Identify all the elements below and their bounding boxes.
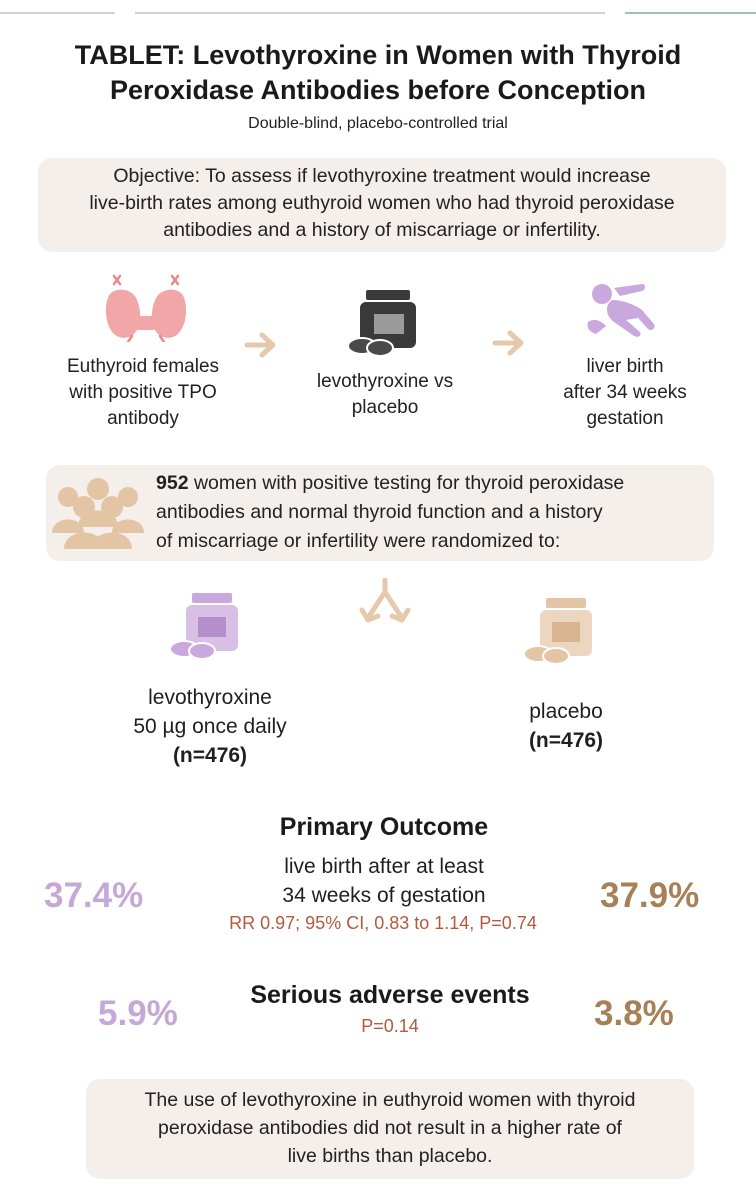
objective-box: [38, 158, 726, 252]
placebo-arm-name: placebo: [529, 700, 603, 723]
levothyroxine-arm-n: (n=476): [172, 744, 248, 767]
flow-outcome-line-2: after 34 weeks: [563, 382, 687, 403]
people-group-icon: [50, 475, 146, 555]
flow-population-line-2: with positive TPO: [69, 382, 217, 403]
primary-outcome-stats: RR 0.97; 95% CI, 0.83 to 1.14, P=0.74: [229, 913, 537, 933]
flow-population-line-1: Euthyroid females: [66, 356, 220, 377]
flow-population-label: [48, 354, 238, 432]
page-title: [0, 38, 756, 108]
objective-line-1: Objective: To assess if levothyroxine treatment would increase: [113, 165, 651, 187]
baby-icon: [584, 280, 658, 338]
levothyroxine-arm-name: levothyroxine: [148, 686, 272, 709]
top-divider: [0, 0, 756, 16]
randomization-line-1: [156, 469, 716, 498]
adverse-events-stats: P=0.14: [361, 1016, 419, 1036]
placebo-arm-label: [486, 697, 646, 755]
placebo-bottle-icon: [522, 596, 598, 666]
pill-bottle-icon: [344, 288, 420, 358]
top-divider-right: [625, 0, 756, 14]
levothyroxine-arm-label: [100, 683, 320, 770]
primary-outcome-heading: Primary Outcome: [279, 813, 489, 841]
primary-outcome-line-1: live birth after at least: [284, 855, 484, 878]
randomization-line-1-rest: women with positive testing for thyroid peroxidase: [188, 472, 625, 494]
flow-outcome-line-1: liver birth: [586, 356, 664, 377]
objective-line-3: antibodies and a history of miscarriage or infertility.: [163, 219, 601, 241]
flow-intervention-line-1: levothyroxine vs: [316, 371, 454, 392]
conclusion-box: [86, 1079, 694, 1179]
top-divider-left: [0, 0, 115, 14]
randomization-box: [46, 465, 714, 561]
flow-intervention-line-2: placebo: [351, 397, 419, 418]
trial-design-subtitle: Double-blind, placebo-controlled trial: [248, 115, 508, 132]
flow-arrow-right-icon-2: [492, 328, 526, 358]
flow-intervention-label: [305, 369, 465, 421]
randomized-count: 952: [156, 472, 189, 494]
randomization-text: [156, 469, 716, 556]
primary-outcome-line-2: 34 weeks of gestation: [282, 884, 486, 907]
placebo-adverse-events-rate: 3.8%: [594, 994, 674, 1033]
title-line-2: Peroxidase Antibodies before Conception: [109, 75, 647, 105]
placebo-live-birth-rate: 37.9%: [600, 876, 700, 915]
randomization-line-3: of miscarriage or infertility were randomized to:: [156, 530, 561, 552]
flow-population-line-3: antibody: [107, 408, 179, 429]
levothyroxine-live-birth-rate: 37.4%: [44, 876, 144, 915]
flow-arrow-right-icon-1: [244, 330, 278, 360]
split-arrow-icon: [358, 578, 412, 630]
flow-outcome-label: [540, 354, 710, 432]
top-divider-middle: [135, 0, 605, 14]
conclusion-line-1: The use of levothyroxine in euthyroid women with thyroid: [144, 1089, 636, 1111]
adverse-events-heading: Serious adverse events: [250, 981, 530, 1009]
randomization-line-2: antibodies and normal thyroid function and a history: [156, 501, 603, 523]
levothyroxine-arm-dose: 50 µg once daily: [133, 715, 287, 738]
objective-line-2: live-birth rates among euthyroid women who had thyroid peroxidase: [89, 192, 675, 214]
conclusion-line-2: peroxidase antibodies did not result in a higher rate of: [158, 1117, 622, 1139]
conclusion-line-3: live births than placebo.: [287, 1145, 493, 1167]
title-line-1: TABLET: Levothyroxine in Women with Thyroid: [74, 40, 682, 70]
flow-outcome-line-3: gestation: [586, 408, 664, 429]
placebo-arm-n: (n=476): [528, 729, 604, 752]
levothyroxine-bottle-icon: [166, 591, 244, 661]
levothyroxine-adverse-events-rate: 5.9%: [98, 994, 178, 1033]
thyroid-icon: [100, 272, 192, 342]
